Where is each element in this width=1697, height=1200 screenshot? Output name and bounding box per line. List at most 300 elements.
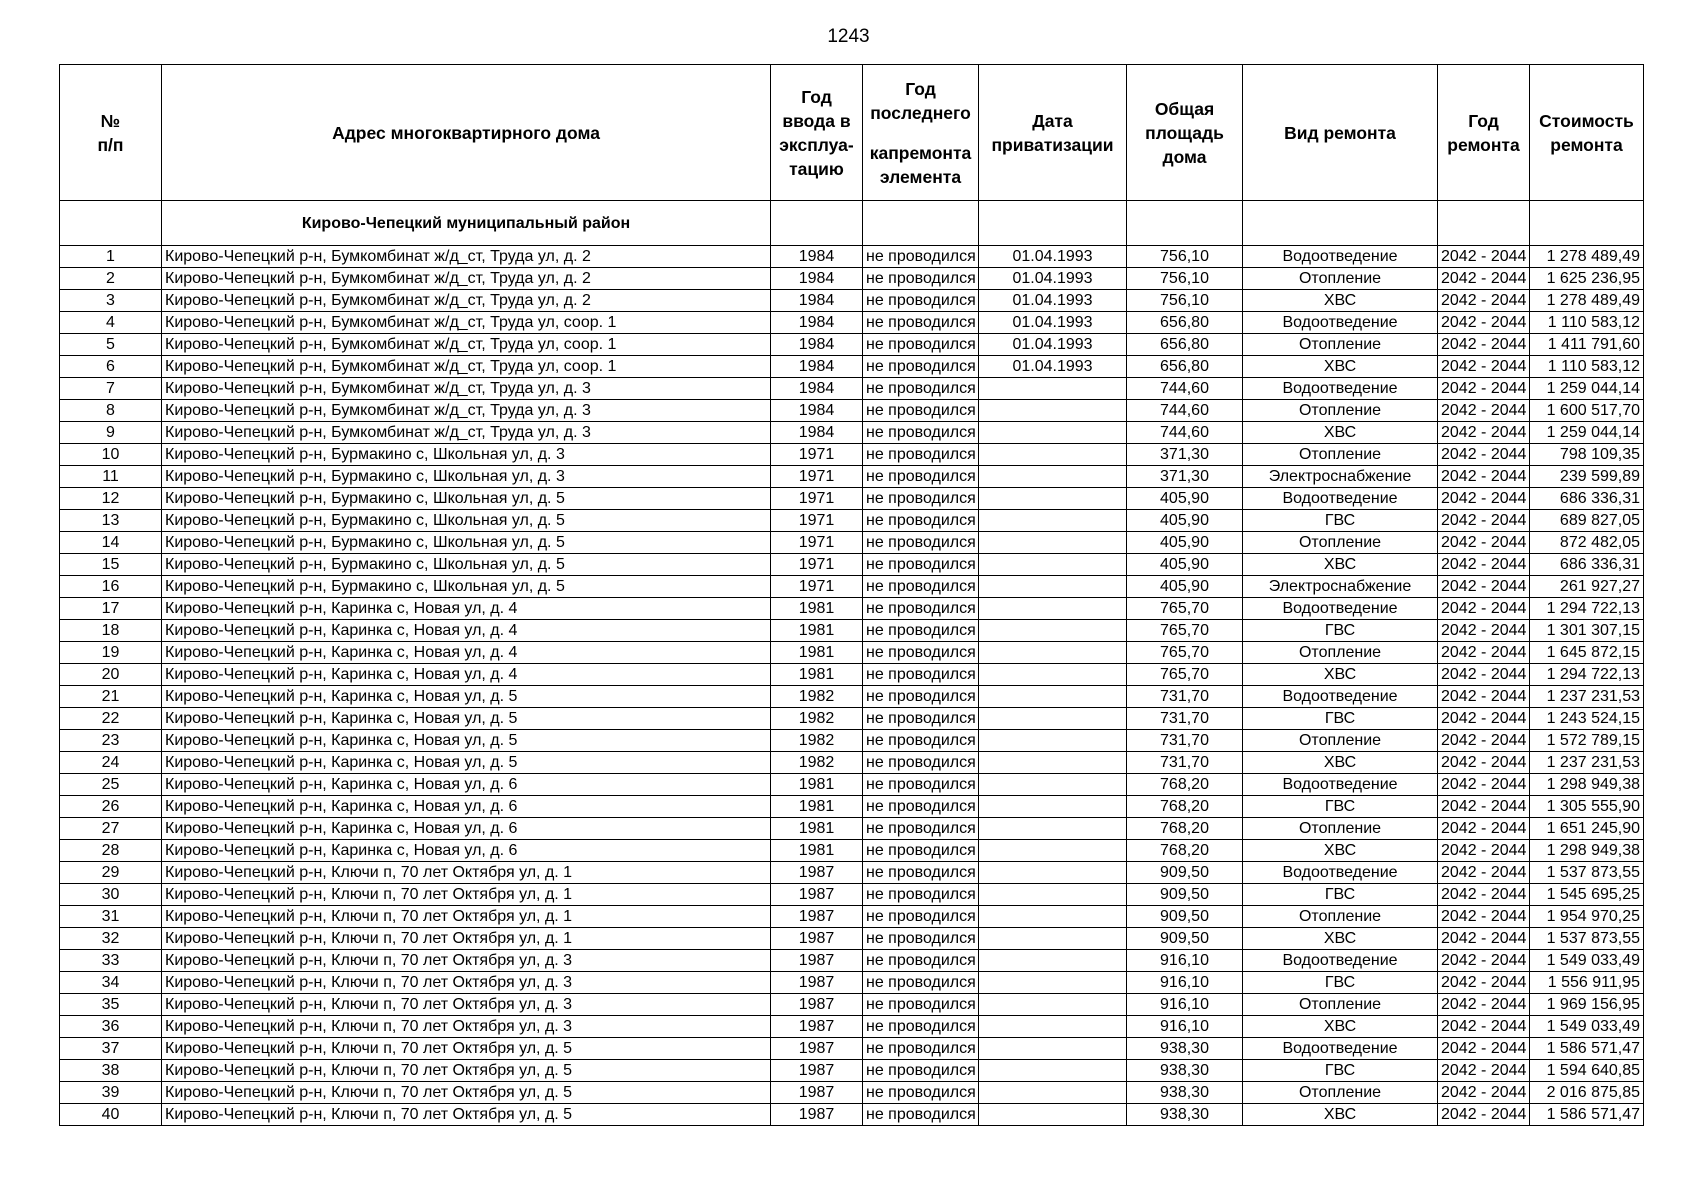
address-cell: Кирово-Чепецкий р-н, Бурмакино с, Школьная ул, д. 5 xyxy=(162,488,771,510)
address-cell: Кирово-Чепецкий р-н, Ключи п, 70 лет Октября ул, д. 1 xyxy=(162,928,771,950)
repair-period-cell: 2042 - 2044 xyxy=(1438,312,1530,334)
privatization-date-cell xyxy=(979,840,1127,862)
row-number: 22 xyxy=(60,708,162,730)
last-repair-cell: не проводился xyxy=(863,1082,979,1104)
repair-period-cell: 2042 - 2044 xyxy=(1438,422,1530,444)
privatization-date-cell xyxy=(979,642,1127,664)
repair-period-cell: 2042 - 2044 xyxy=(1438,268,1530,290)
privatization-date-cell xyxy=(979,1082,1127,1104)
row-number: 16 xyxy=(60,576,162,598)
address-cell: Кирово-Чепецкий р-н, Ключи п, 70 лет Октября ул, д. 5 xyxy=(162,1038,771,1060)
table-row xyxy=(60,488,1644,510)
last-repair-cell: не проводился xyxy=(863,532,979,554)
repair-period-cell: 2042 - 2044 xyxy=(1438,598,1530,620)
repair-period-cell: 2042 - 2044 xyxy=(1438,444,1530,466)
repair-schedule-table xyxy=(59,64,1644,1126)
table-row xyxy=(60,554,1644,576)
privatization-date-cell: 01.04.1993 xyxy=(979,334,1127,356)
last-repair-cell: не проводился xyxy=(863,840,979,862)
repair-type-cell: ГВС xyxy=(1243,620,1438,642)
address-cell: Кирово-Чепецкий р-н, Каринка с, Новая ул, д. 4 xyxy=(162,642,771,664)
repair-cost-cell: 1 278 489,49 xyxy=(1530,246,1644,268)
year-built-cell: 1984 xyxy=(771,290,863,312)
header-area xyxy=(1127,65,1243,201)
repair-period-cell: 2042 - 2044 xyxy=(1438,378,1530,400)
privatization-date-cell xyxy=(979,620,1127,642)
year-built-cell: 1981 xyxy=(771,796,863,818)
table-row xyxy=(60,444,1644,466)
row-number: 4 xyxy=(60,312,162,334)
row-number: 14 xyxy=(60,532,162,554)
last-repair-cell: не проводился xyxy=(863,400,979,422)
table-row xyxy=(60,752,1644,774)
row-number: 36 xyxy=(60,1016,162,1038)
table-row xyxy=(60,972,1644,994)
last-repair-cell: не проводился xyxy=(863,598,979,620)
year-built-cell: 1981 xyxy=(771,774,863,796)
area-cell: 405,90 xyxy=(1127,488,1243,510)
row-number: 25 xyxy=(60,774,162,796)
repair-type-cell: Отопление xyxy=(1243,268,1438,290)
privatization-date-cell: 01.04.1993 xyxy=(979,268,1127,290)
address-cell: Кирово-Чепецкий р-н, Каринка с, Новая ул, д. 5 xyxy=(162,730,771,752)
privatization-date-cell: 01.04.1993 xyxy=(979,290,1127,312)
header-line: п/п xyxy=(97,134,124,155)
area-cell: 744,60 xyxy=(1127,400,1243,422)
repair-period-cell: 2042 - 2044 xyxy=(1438,1060,1530,1082)
privatization-date-cell xyxy=(979,598,1127,620)
section-title: Кирово-Чепецкий муниципальный район xyxy=(162,201,771,246)
area-cell: 938,30 xyxy=(1127,1082,1243,1104)
area-cell: 768,20 xyxy=(1127,796,1243,818)
year-built-cell: 1987 xyxy=(771,1060,863,1082)
privatization-date-cell xyxy=(979,378,1127,400)
area-cell: 756,10 xyxy=(1127,268,1243,290)
repair-period-cell: 2042 - 2044 xyxy=(1438,466,1530,488)
privatization-date-cell xyxy=(979,422,1127,444)
repair-type-cell: Водоотведение xyxy=(1243,488,1438,510)
table-row xyxy=(60,994,1644,1016)
repair-period-cell: 2042 - 2044 xyxy=(1438,774,1530,796)
address-cell: Кирово-Чепецкий р-н, Бурмакино с, Школьная ул, д. 3 xyxy=(162,444,771,466)
table-row xyxy=(60,1082,1644,1104)
year-built-cell: 1971 xyxy=(771,576,863,598)
row-number: 15 xyxy=(60,554,162,576)
last-repair-cell: не проводился xyxy=(863,576,979,598)
table-row xyxy=(60,312,1644,334)
address-cell: Кирово-Чепецкий р-н, Бумкомбинат ж/д_ст, Труда ул, д. 2 xyxy=(162,268,771,290)
last-repair-cell: не проводился xyxy=(863,620,979,642)
table-row xyxy=(60,774,1644,796)
repair-type-cell: Отопление xyxy=(1243,532,1438,554)
repair-cost-cell: 686 336,31 xyxy=(1530,488,1644,510)
address-cell: Кирово-Чепецкий р-н, Бурмакино с, Школьная ул, д. 3 xyxy=(162,466,771,488)
last-repair-cell: не проводился xyxy=(863,290,979,312)
header-line: приватизации xyxy=(991,134,1114,155)
row-number: 32 xyxy=(60,928,162,950)
area-cell: 765,70 xyxy=(1127,642,1243,664)
address-cell: Кирово-Чепецкий р-н, Каринка с, Новая ул, д. 4 xyxy=(162,598,771,620)
last-repair-cell: не проводился xyxy=(863,466,979,488)
table-row xyxy=(60,268,1644,290)
last-repair-cell: не проводился xyxy=(863,422,979,444)
row-number: 33 xyxy=(60,950,162,972)
address-cell: Кирово-Чепецкий р-н, Бумкомбинат ж/д_ст, Труда ул, д. 3 xyxy=(162,422,771,444)
area-cell: 768,20 xyxy=(1127,774,1243,796)
address-cell: Кирово-Чепецкий р-н, Бурмакино с, Школьная ул, д. 5 xyxy=(162,576,771,598)
repair-cost-cell: 1 110 583,12 xyxy=(1530,356,1644,378)
repair-type-cell: ГВС xyxy=(1243,1060,1438,1082)
year-built-cell: 1981 xyxy=(771,840,863,862)
repair-cost-cell: 239 599,89 xyxy=(1530,466,1644,488)
privatization-date-cell xyxy=(979,1016,1127,1038)
year-built-cell: 1984 xyxy=(771,334,863,356)
repair-cost-cell: 1 549 033,49 xyxy=(1530,1016,1644,1038)
repair-type-cell: Отопление xyxy=(1243,730,1438,752)
repair-period-cell: 2042 - 2044 xyxy=(1438,642,1530,664)
row-number: 24 xyxy=(60,752,162,774)
last-repair-cell: не проводился xyxy=(863,1060,979,1082)
repair-type-cell: ГВС xyxy=(1243,972,1438,994)
header-line: элемента xyxy=(879,166,962,187)
repair-cost-cell: 1 549 033,49 xyxy=(1530,950,1644,972)
privatization-date-cell: 01.04.1993 xyxy=(979,356,1127,378)
area-cell: 768,20 xyxy=(1127,840,1243,862)
repair-period-cell: 2042 - 2044 xyxy=(1438,686,1530,708)
area-cell: 731,70 xyxy=(1127,752,1243,774)
repair-type-cell: ГВС xyxy=(1243,708,1438,730)
header-line: ввода в xyxy=(782,110,851,131)
header-line: последнего xyxy=(870,102,971,123)
last-repair-cell: не проводился xyxy=(863,488,979,510)
last-repair-cell: не проводился xyxy=(863,774,979,796)
header-address: Адрес многоквартирного дома xyxy=(162,65,771,201)
year-built-cell: 1971 xyxy=(771,554,863,576)
year-built-cell: 1971 xyxy=(771,444,863,466)
year-built-cell: 1987 xyxy=(771,1038,863,1060)
repair-cost-cell: 1 237 231,53 xyxy=(1530,752,1644,774)
last-repair-cell: не проводился xyxy=(863,444,979,466)
repair-cost-cell: 1 301 307,15 xyxy=(1530,620,1644,642)
repair-type-cell: ХВС xyxy=(1243,290,1438,312)
last-repair-cell: не проводился xyxy=(863,686,979,708)
repair-type-cell: Отопление xyxy=(1243,642,1438,664)
last-repair-cell: не проводился xyxy=(863,994,979,1016)
table-row xyxy=(60,422,1644,444)
table-row xyxy=(60,862,1644,884)
repair-type-cell: ХВС xyxy=(1243,752,1438,774)
row-number: 29 xyxy=(60,862,162,884)
repair-cost-cell: 686 336,31 xyxy=(1530,554,1644,576)
repair-type-cell: Водоотведение xyxy=(1243,950,1438,972)
privatization-date-cell xyxy=(979,488,1127,510)
last-repair-cell: не проводился xyxy=(863,510,979,532)
repair-cost-cell: 1 294 722,13 xyxy=(1530,664,1644,686)
header-line: Общая xyxy=(1154,98,1215,119)
table-row xyxy=(60,928,1644,950)
last-repair-cell: не проводился xyxy=(863,950,979,972)
repair-cost-cell: 1 411 791,60 xyxy=(1530,334,1644,356)
repair-type-cell: ХВС xyxy=(1243,1104,1438,1126)
table-row xyxy=(60,1038,1644,1060)
address-cell: Кирово-Чепецкий р-н, Бумкомбинат ж/д_ст, Труда ул, соор. 1 xyxy=(162,312,771,334)
last-repair-cell: не проводился xyxy=(863,1038,979,1060)
row-number: 26 xyxy=(60,796,162,818)
repair-period-cell: 2042 - 2044 xyxy=(1438,664,1530,686)
area-cell: 656,80 xyxy=(1127,334,1243,356)
year-built-cell: 1984 xyxy=(771,268,863,290)
area-cell: 405,90 xyxy=(1127,510,1243,532)
row-number: 31 xyxy=(60,906,162,928)
year-built-cell: 1987 xyxy=(771,862,863,884)
area-cell: 765,70 xyxy=(1127,664,1243,686)
table-row xyxy=(60,884,1644,906)
privatization-date-cell xyxy=(979,532,1127,554)
header-line: капремонта xyxy=(869,142,972,163)
privatization-date-cell xyxy=(979,862,1127,884)
repair-period-cell: 2042 - 2044 xyxy=(1438,818,1530,840)
page-number: 1243 xyxy=(827,26,870,47)
header-line: дома xyxy=(1162,146,1207,167)
table-row xyxy=(60,598,1644,620)
area-cell: 756,10 xyxy=(1127,246,1243,268)
year-built-cell: 1987 xyxy=(771,994,863,1016)
header-line: Дата xyxy=(1032,110,1073,131)
last-repair-cell: не проводился xyxy=(863,972,979,994)
address-cell: Кирово-Чепецкий р-н, Каринка с, Новая ул, д. 5 xyxy=(162,752,771,774)
year-built-cell: 1984 xyxy=(771,312,863,334)
address-cell: Кирово-Чепецкий р-н, Каринка с, Новая ул, д. 5 xyxy=(162,686,771,708)
address-cell: Кирово-Чепецкий р-н, Бурмакино с, Школьная ул, д. 5 xyxy=(162,532,771,554)
address-cell: Кирово-Чепецкий р-н, Ключи п, 70 лет Октября ул, д. 5 xyxy=(162,1104,771,1126)
header-line: Стоимость xyxy=(1539,110,1634,131)
repair-type-cell: Отопление xyxy=(1243,334,1438,356)
repair-period-cell: 2042 - 2044 xyxy=(1438,554,1530,576)
repair-cost-cell: 1 600 517,70 xyxy=(1530,400,1644,422)
year-built-cell: 1982 xyxy=(771,708,863,730)
section-cell-empty xyxy=(1530,201,1644,246)
privatization-date-cell xyxy=(979,1104,1127,1126)
repair-period-cell: 2042 - 2044 xyxy=(1438,510,1530,532)
row-number: 20 xyxy=(60,664,162,686)
address-cell: Кирово-Чепецкий р-н, Ключи п, 70 лет Октября ул, д. 1 xyxy=(162,906,771,928)
last-repair-cell: не проводился xyxy=(863,554,979,576)
row-number: 12 xyxy=(60,488,162,510)
table-row xyxy=(60,334,1644,356)
area-cell: 405,90 xyxy=(1127,576,1243,598)
header-year-built xyxy=(771,65,863,201)
header-line: № xyxy=(100,110,121,131)
repair-type-cell: Водоотведение xyxy=(1243,862,1438,884)
repair-period-cell: 2042 - 2044 xyxy=(1438,950,1530,972)
year-built-cell: 1987 xyxy=(771,1104,863,1126)
row-number: 6 xyxy=(60,356,162,378)
repair-cost-cell: 1 278 489,49 xyxy=(1530,290,1644,312)
address-cell: Кирово-Чепецкий р-н, Бурмакино с, Школьная ул, д. 5 xyxy=(162,554,771,576)
table-row xyxy=(60,246,1644,268)
repair-period-cell: 2042 - 2044 xyxy=(1438,1016,1530,1038)
section-cell-empty xyxy=(1243,201,1438,246)
last-repair-cell: не проводился xyxy=(863,642,979,664)
address-cell: Кирово-Чепецкий р-н, Каринка с, Новая ул, д. 6 xyxy=(162,774,771,796)
repair-cost-cell: 1 586 571,47 xyxy=(1530,1104,1644,1126)
last-repair-cell: не проводился xyxy=(863,356,979,378)
address-cell: Кирово-Чепецкий р-н, Ключи п, 70 лет Октября ул, д. 1 xyxy=(162,884,771,906)
repair-cost-cell: 1 594 640,85 xyxy=(1530,1060,1644,1082)
area-cell: 909,50 xyxy=(1127,906,1243,928)
repair-period-cell: 2042 - 2044 xyxy=(1438,972,1530,994)
repair-type-cell: Водоотведение xyxy=(1243,378,1438,400)
repair-type-cell: ХВС xyxy=(1243,1016,1438,1038)
row-number: 2 xyxy=(60,268,162,290)
privatization-date-cell xyxy=(979,466,1127,488)
row-number: 13 xyxy=(60,510,162,532)
row-number: 23 xyxy=(60,730,162,752)
row-number: 40 xyxy=(60,1104,162,1126)
privatization-date-cell xyxy=(979,950,1127,972)
repair-cost-cell: 261 927,27 xyxy=(1530,576,1644,598)
privatization-date-cell xyxy=(979,884,1127,906)
area-cell: 656,80 xyxy=(1127,312,1243,334)
year-built-cell: 1984 xyxy=(771,246,863,268)
repair-cost-cell: 798 109,35 xyxy=(1530,444,1644,466)
last-repair-cell: не проводился xyxy=(863,334,979,356)
repair-cost-cell: 1 294 722,13 xyxy=(1530,598,1644,620)
area-cell: 765,70 xyxy=(1127,620,1243,642)
repair-type-cell: Водоотведение xyxy=(1243,598,1438,620)
year-built-cell: 1987 xyxy=(771,1016,863,1038)
header-line: Год xyxy=(905,78,936,99)
repair-type-cell: Водоотведение xyxy=(1243,246,1438,268)
privatization-date-cell xyxy=(979,664,1127,686)
row-number: 18 xyxy=(60,620,162,642)
header-num xyxy=(60,65,162,201)
address-cell: Кирово-Чепецкий р-н, Ключи п, 70 лет Октября ул, д. 5 xyxy=(162,1060,771,1082)
repair-type-cell: Электроснабжение xyxy=(1243,466,1438,488)
row-number: 1 xyxy=(60,246,162,268)
year-built-cell: 1971 xyxy=(771,488,863,510)
repair-cost-cell: 1 537 873,55 xyxy=(1530,862,1644,884)
privatization-date-cell xyxy=(979,510,1127,532)
privatization-date-cell xyxy=(979,400,1127,422)
year-built-cell: 1982 xyxy=(771,752,863,774)
area-cell: 731,70 xyxy=(1127,708,1243,730)
privatization-date-cell xyxy=(979,906,1127,928)
table-row xyxy=(60,400,1644,422)
address-cell: Кирово-Чепецкий р-н, Каринка с, Новая ул, д. 6 xyxy=(162,796,771,818)
last-repair-cell: не проводился xyxy=(863,312,979,334)
repair-cost-cell: 1 954 970,25 xyxy=(1530,906,1644,928)
repair-period-cell: 2042 - 2044 xyxy=(1438,840,1530,862)
row-number: 34 xyxy=(60,972,162,994)
repair-cost-cell: 1 545 695,25 xyxy=(1530,884,1644,906)
year-built-cell: 1982 xyxy=(771,730,863,752)
header-line: Год xyxy=(1468,110,1499,131)
row-number: 30 xyxy=(60,884,162,906)
area-cell: 656,80 xyxy=(1127,356,1243,378)
repair-cost-cell: 1 237 231,53 xyxy=(1530,686,1644,708)
repair-type-cell: Водоотведение xyxy=(1243,686,1438,708)
area-cell: 916,10 xyxy=(1127,1016,1243,1038)
table-row xyxy=(60,1060,1644,1082)
year-built-cell: 1982 xyxy=(771,686,863,708)
area-cell: 744,60 xyxy=(1127,422,1243,444)
repair-cost-cell: 1 556 911,95 xyxy=(1530,972,1644,994)
repair-period-cell: 2042 - 2044 xyxy=(1438,862,1530,884)
repair-cost-cell: 1 537 873,55 xyxy=(1530,928,1644,950)
repair-cost-cell: 1 586 571,47 xyxy=(1530,1038,1644,1060)
year-built-cell: 1981 xyxy=(771,598,863,620)
year-built-cell: 1987 xyxy=(771,928,863,950)
area-cell: 916,10 xyxy=(1127,972,1243,994)
repair-type-cell: Отопление xyxy=(1243,400,1438,422)
last-repair-cell: не проводился xyxy=(863,1104,979,1126)
address-cell: Кирово-Чепецкий р-н, Ключи п, 70 лет Октября ул, д. 5 xyxy=(162,1082,771,1104)
repair-cost-cell: 1 259 044,14 xyxy=(1530,422,1644,444)
repair-cost-cell: 1 651 245,90 xyxy=(1530,818,1644,840)
row-number: 35 xyxy=(60,994,162,1016)
privatization-date-cell xyxy=(979,928,1127,950)
row-number: 28 xyxy=(60,840,162,862)
last-repair-cell: не проводился xyxy=(863,1016,979,1038)
address-cell: Кирово-Чепецкий р-н, Бумкомбинат ж/д_ст, Труда ул, д. 2 xyxy=(162,246,771,268)
row-number: 21 xyxy=(60,686,162,708)
privatization-date-cell: 01.04.1993 xyxy=(979,312,1127,334)
table-row xyxy=(60,290,1644,312)
year-built-cell: 1981 xyxy=(771,620,863,642)
row-number: 38 xyxy=(60,1060,162,1082)
year-built-cell: 1984 xyxy=(771,378,863,400)
repair-type-cell: Отопление xyxy=(1243,994,1438,1016)
header-line: эксплуа- xyxy=(779,134,854,155)
repair-type-cell: Отопление xyxy=(1243,1082,1438,1104)
area-cell: 371,30 xyxy=(1127,444,1243,466)
table-row xyxy=(60,466,1644,488)
repair-cost-cell: 1 110 583,12 xyxy=(1530,312,1644,334)
last-repair-cell: не проводился xyxy=(863,818,979,840)
repair-period-cell: 2042 - 2044 xyxy=(1438,576,1530,598)
privatization-date-cell xyxy=(979,774,1127,796)
address-cell: Кирово-Чепецкий р-н, Ключи п, 70 лет Октября ул, д. 3 xyxy=(162,950,771,972)
row-number: 39 xyxy=(60,1082,162,1104)
repair-period-cell: 2042 - 2044 xyxy=(1438,356,1530,378)
address-cell: Кирово-Чепецкий р-н, Бумкомбинат ж/д_ст, Труда ул, соор. 1 xyxy=(162,334,771,356)
repair-type-cell: ХВС xyxy=(1243,422,1438,444)
header-line: тацию xyxy=(789,158,844,179)
address-cell: Кирово-Чепецкий р-н, Бумкомбинат ж/д_ст, Труда ул, д. 2 xyxy=(162,290,771,312)
privatization-date-cell xyxy=(979,686,1127,708)
last-repair-cell: не проводился xyxy=(863,862,979,884)
area-cell: 909,50 xyxy=(1127,928,1243,950)
address-cell: Кирово-Чепецкий р-н, Каринка с, Новая ул, д. 4 xyxy=(162,620,771,642)
last-repair-cell: не проводился xyxy=(863,268,979,290)
year-built-cell: 1971 xyxy=(771,466,863,488)
table-row xyxy=(60,510,1644,532)
repair-type-cell: Отопление xyxy=(1243,444,1438,466)
repair-type-cell: Водоотведение xyxy=(1243,774,1438,796)
year-built-cell: 1981 xyxy=(771,664,863,686)
repair-period-cell: 2042 - 2044 xyxy=(1438,884,1530,906)
privatization-date-cell xyxy=(979,554,1127,576)
year-built-cell: 1971 xyxy=(771,532,863,554)
year-built-cell: 1984 xyxy=(771,422,863,444)
area-cell: 909,50 xyxy=(1127,862,1243,884)
header-repair-year xyxy=(1438,65,1530,201)
area-cell: 768,20 xyxy=(1127,818,1243,840)
repair-cost-cell: 1 259 044,14 xyxy=(1530,378,1644,400)
year-built-cell: 1987 xyxy=(771,950,863,972)
area-cell: 731,70 xyxy=(1127,686,1243,708)
